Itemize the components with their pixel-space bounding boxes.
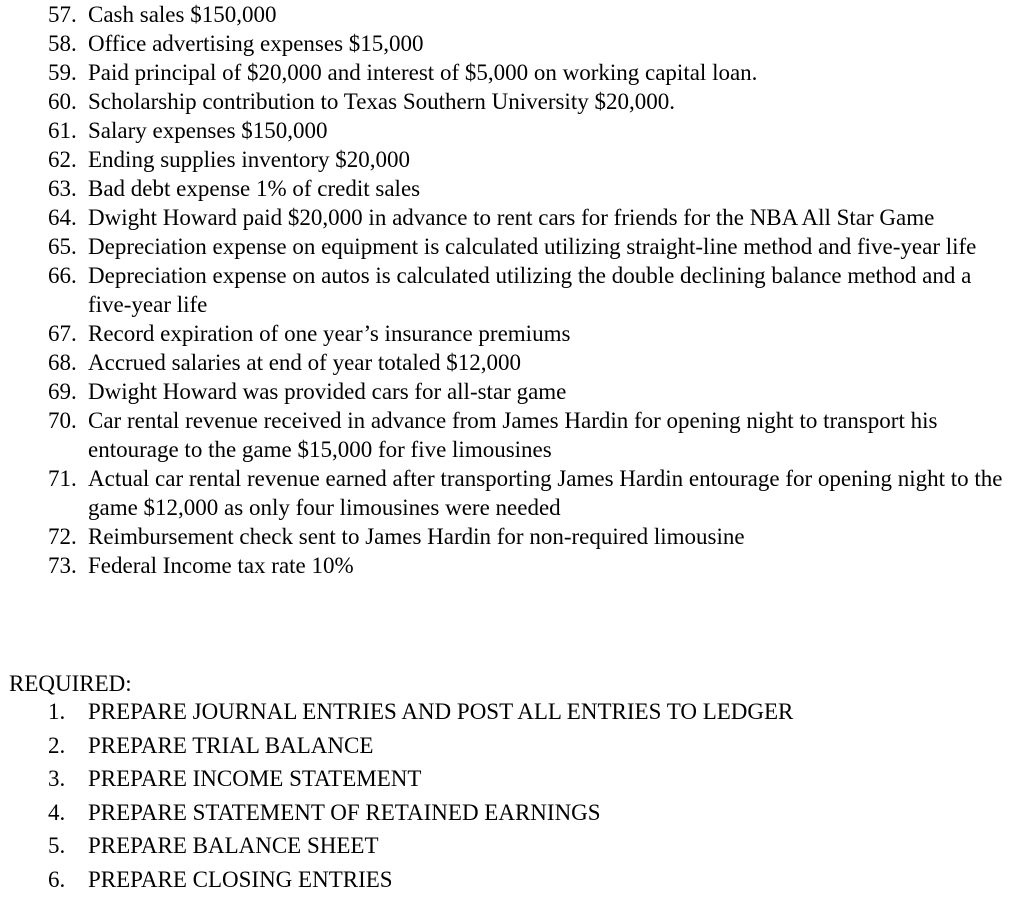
item-number: 66. (48, 263, 77, 288)
item-number: 69. (48, 379, 77, 404)
item-text: Reimbursement check sent to James Hardin for non-required limousine (88, 524, 745, 549)
required-number: 5. (48, 833, 66, 858)
item-text: Dwight Howard paid $20,000 in advance to rent cars for friends for the NBA All Star Game (88, 205, 935, 230)
item-number: 62. (48, 147, 77, 172)
list-item (48, 522, 1018, 551)
required-text: PREPARE JOURNAL ENTRIES AND POST ALL ENTRIES TO LEDGER (88, 699, 794, 724)
item-text: Scholarship contribution to Texas Southern University $20,000. (88, 89, 675, 114)
item-number: 65. (48, 234, 77, 259)
list-item (48, 261, 1018, 319)
item-text: Dwight Howard was provided cars for all-star game (88, 379, 567, 404)
required-number: 6. (48, 866, 66, 892)
item-number: 59. (48, 60, 77, 85)
required-item (48, 829, 1008, 863)
list-item (48, 145, 1018, 174)
item-text: Salary expenses $150,000 (88, 118, 328, 143)
required-heading: REQUIRED: (9, 671, 132, 696)
required-list (48, 695, 1008, 896)
item-text: Depreciation expense on equipment is calculated utilizing straight-line method and five-year life (88, 234, 977, 259)
required-number: 3. (48, 766, 66, 791)
item-text: Cash sales $150,000 (88, 2, 277, 27)
required-number: 2. (48, 732, 66, 758)
item-text: Bad debt expense 1% of credit sales (88, 176, 421, 201)
item-text: Ending supplies inventory $20,000 (88, 147, 410, 172)
item-number: 60. (48, 89, 77, 114)
list-item (48, 116, 1018, 145)
list-item (48, 203, 1018, 232)
list-item (48, 232, 1018, 261)
item-text: Paid principal of $20,000 and interest of $5,000 on working capital loan. (88, 60, 758, 85)
list-item (48, 319, 1018, 348)
item-number: 71. (48, 466, 77, 491)
item-number: 58. (48, 31, 77, 56)
item-text: Actual car rental revenue earned after transporting James Hardin entourage for opening night to the game $12,000 as only four limousines were needed (88, 466, 1003, 520)
item-text: Federal Income tax rate 10% (88, 553, 354, 578)
item-text: Accrued salaries at end of year totaled $12,000 (88, 350, 521, 375)
list-item (48, 377, 1018, 406)
required-text: PREPARE CLOSING ENTRIES (88, 866, 393, 892)
item-number: 57. (48, 2, 77, 27)
list-item (48, 464, 1018, 522)
list-item (48, 551, 1018, 580)
required-item (48, 695, 1008, 729)
item-text: Depreciation expense on autos is calculated utilizing the double declining balance method and a five-year life (88, 263, 972, 317)
item-number: 63. (48, 176, 77, 201)
list-item (48, 29, 1018, 58)
required-item (48, 863, 1008, 897)
item-text: Record expiration of one year’s insurance premiums (88, 321, 571, 346)
list-item (48, 406, 1018, 464)
item-number: 64. (48, 205, 77, 230)
item-number: 72. (48, 524, 77, 549)
item-number: 73. (48, 553, 77, 578)
list-item (48, 174, 1018, 203)
required-text: PREPARE TRIAL BALANCE (88, 732, 374, 758)
item-number: 70. (48, 408, 77, 433)
item-text: Car rental revenue received in advance from James Hardin for opening night to transport his entourage to the game $15,000 for five limousines (88, 408, 938, 462)
list-item (48, 348, 1018, 377)
required-text: PREPARE INCOME STATEMENT (88, 766, 422, 791)
item-number: 61. (48, 118, 77, 143)
item-text: Office advertising expenses $15,000 (88, 31, 424, 56)
list-item (48, 0, 1018, 29)
item-number: 67. (48, 321, 77, 346)
required-text: PREPARE BALANCE SHEET (88, 833, 379, 858)
required-item (48, 729, 1008, 763)
transaction-list (48, 0, 1018, 580)
list-item (48, 58, 1018, 87)
required-number: 4. (48, 799, 66, 825)
required-text: PREPARE STATEMENT OF RETAINED EARNINGS (88, 799, 601, 825)
required-item (48, 762, 1008, 796)
required-number: 1. (48, 699, 66, 724)
item-number: 68. (48, 350, 77, 375)
list-item (48, 87, 1018, 116)
required-item (48, 796, 1008, 830)
